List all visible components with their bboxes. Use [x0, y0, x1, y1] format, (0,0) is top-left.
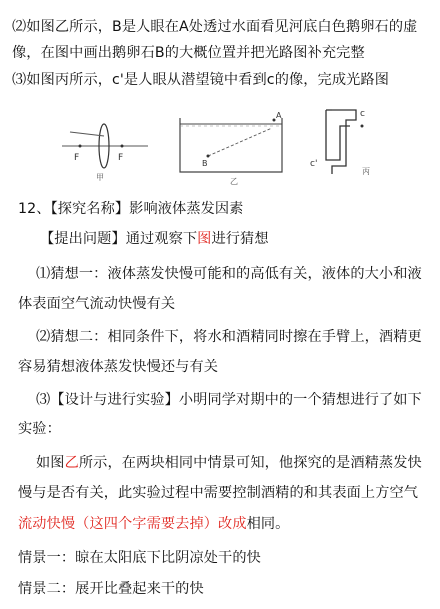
- experiment-edit-note: 流动快慢（这四个字需要去掉）改成: [18, 516, 247, 532]
- point-c-prime-label: c': [310, 159, 318, 169]
- figure-bing-periscope-diagram: [306, 104, 380, 188]
- question-2-line-2: 像，在图中画出鹅卵石B的大概位置并把光路图补充完整: [12, 45, 365, 61]
- experiment-text-post: 所示，在两块相同中情景可知，他探究的是酒精蒸发快: [78, 455, 422, 471]
- experiment-line-3: [18, 513, 289, 533]
- prompt-text-pre: 【提出问题】通过观察下: [40, 231, 198, 247]
- experiment-line-1: [36, 452, 422, 472]
- figure-bing-caption: 丙: [362, 167, 370, 176]
- guess-2-line-1: ⑵猜想二：相同条件下，将水和酒精同时擦在手臂上，酒精更: [36, 329, 422, 345]
- focus-right-dot: [121, 145, 124, 148]
- question-2-line-1: ⑵如图乙所示，B是人眼在A处透过水面看见河底白色鹅卵石的虚: [12, 19, 418, 35]
- design-line-2: 实验：: [18, 421, 61, 437]
- guess-1-line-1: ⑴猜想一：液体蒸发快慢可能和的高低有关，液体的大小和液: [36, 266, 422, 282]
- design-line-1: ⑶【设计与进行实验】小明同学对期中的一个猜想进行了如下: [36, 392, 422, 408]
- scene-2: 情景二：展开比叠起来干的快: [18, 581, 204, 597]
- prompt-text-post: 进行猜想: [211, 231, 269, 247]
- figure-jia-lens-diagram: [62, 106, 148, 184]
- focus-right-label: F: [118, 153, 124, 163]
- guess-2-line-2: 容易猜想液体蒸发快慢还与有关: [18, 359, 219, 375]
- figure-jia-caption: 甲: [96, 173, 104, 182]
- guess-1-line-2: 体表面空气流动快慢有关: [18, 296, 176, 312]
- scene-1: 情景一：晾在太阳底下比阴凉处干的快: [18, 550, 261, 566]
- prompt-text-red: 图: [197, 231, 212, 247]
- experiment-text-end: 相同。: [246, 516, 290, 532]
- experiment-text-pre: 如图: [36, 455, 65, 471]
- question-3-line-1: ⑶如图丙所示，c'是人眼从潜望镜中看到c的像，完成光路图: [12, 72, 389, 88]
- focus-left-dot: [79, 145, 82, 148]
- periscope-outer: [332, 110, 356, 174]
- focus-left-label: F: [74, 153, 80, 163]
- point-a-label: A: [276, 111, 282, 120]
- experiment-text-red: 乙: [64, 455, 79, 471]
- figure-yi-water-diagram: [178, 110, 286, 186]
- point-c-dot: [361, 125, 364, 128]
- point-b-label: B: [202, 159, 208, 168]
- sight-ray: [208, 128, 272, 156]
- light-ray: [70, 132, 104, 136]
- point-b-dot: [207, 155, 210, 158]
- question-12-title: 12、【探究名称】影响液体蒸发因素: [18, 201, 244, 217]
- question-12-prompt: [40, 228, 269, 248]
- figure-yi-caption: 乙: [230, 177, 238, 186]
- point-c-label: c: [360, 109, 365, 119]
- experiment-line-2: 慢与是否有关，此实验过程中需要控制酒精的和其表面上方空气: [18, 485, 419, 501]
